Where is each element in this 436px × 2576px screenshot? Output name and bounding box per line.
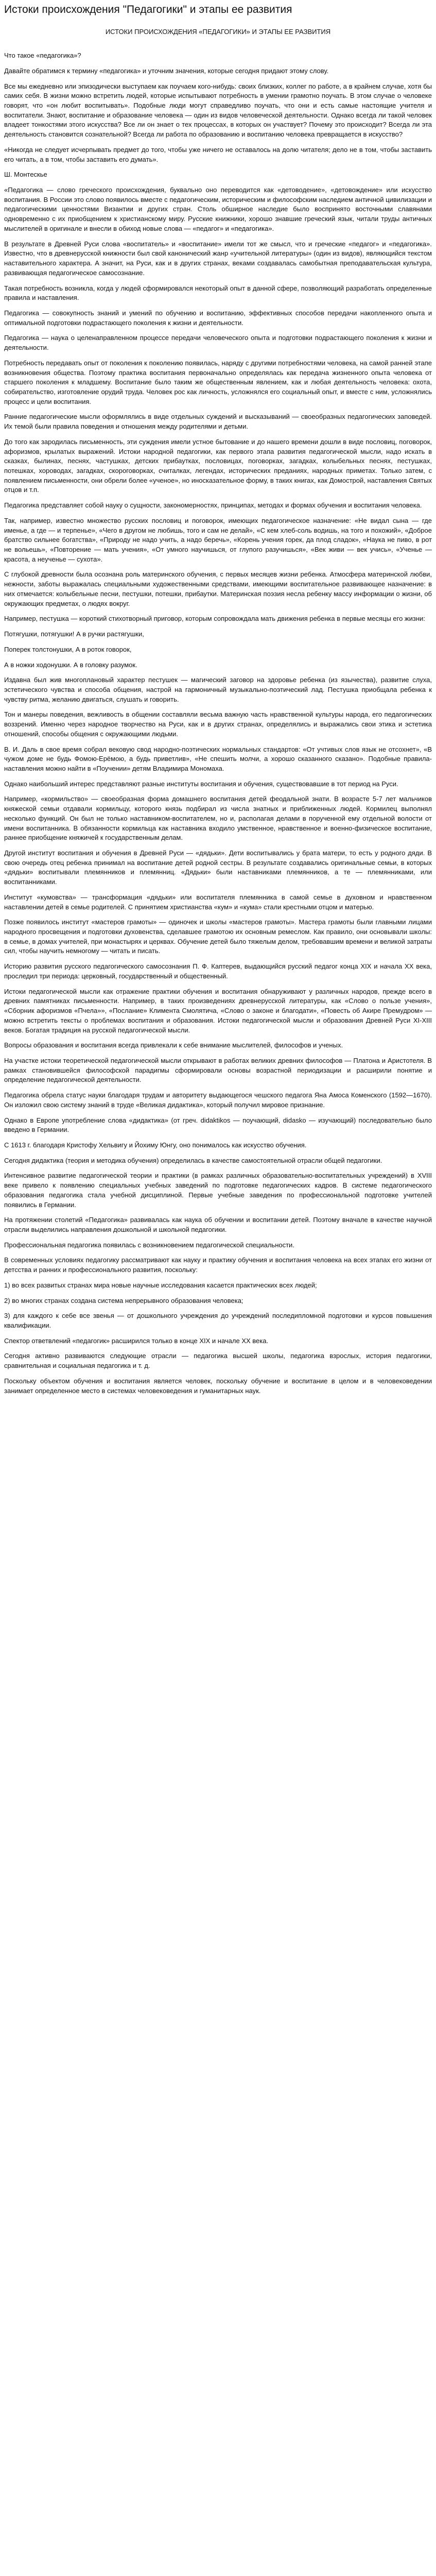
article-paragraph: Например, пестушка — короткий стихотворный приговор, которым сопровождала мать движения ребенка в первые месяцы его жизни: bbox=[4, 615, 425, 623]
article-paragraph: Потягушки, потягушки! А в ручки растягушки, bbox=[4, 630, 144, 638]
article-paragraph: В современных условиях педагогику рассматривают как науку и практику обучения и воспитания человека на всех этапах его жизни от детсства и ранних и профессионального развития, поскольку: bbox=[4, 1256, 432, 1274]
article-paragraph: Что такое «педагогика»? bbox=[4, 52, 81, 60]
article-paragraph: Спектор ответвлений «педагогик» расширился только в конце XIX и начале XX века. bbox=[4, 1336, 269, 1345]
article-paragraph: 1) во всех развитых странах мира новые научные исследования касается практических всех людей; bbox=[4, 1281, 317, 1289]
article-paragraph: С 1613 г. благодаря Кристофу Хельвигу и Йохиму Юнгу, оно понималось как искусство обучения. bbox=[4, 1141, 307, 1149]
article-paragraph: Профессиональная педагогика появилась с возникновением педагогической специальности. bbox=[4, 1241, 294, 1249]
article-paragraph: Давайте обратимся к термину «педагогика» и уточним значения, которые сегодня придают этому слову. bbox=[4, 66, 329, 75]
article-paragraph: Однако наибольший интерес представляют разные институты воспитания и обучения, существовавшие в тот период на Руси. bbox=[4, 779, 398, 788]
article-paragraph: 2) во многих странах создана система непрерывного образования человека; bbox=[4, 1296, 243, 1304]
article-paragraph: Институт «кумовства» — трансформация «дядьки» или воспитателя племянника в самой семье в духовном и нравственном наставлении детей в семье родителей. С принятием христианства «кум» и «кума» стали крестными отцом и матерью. bbox=[4, 893, 432, 911]
article-paragraph: Например, «кормильство» — своеобразная форма домашнего воспитания детей феодальной знати. В возрасте 5-7 лет мальчиков княжеской семьи отдавали кормильцу, которого князь подбирал из числа знатных и приближенных людей. Кормилец выполнял несколько функций. Он был не только наставником-воспитателем, но и, располагая делами в порученной ему отдельной волости от имени воспитанника. В обязанности кормильца как наставника входило умственное, нравственное и военно-физическое воспитание, раннее приобщение княжичей к государственным делам. bbox=[4, 795, 432, 842]
article-paragraph: А в ножки ходонушки. А в головку разумок. bbox=[4, 660, 137, 669]
article-paragraph: Вопросы образования и воспитания всегда привлекали к себе внимание мыслителей, философов и ученых. bbox=[4, 1041, 343, 1049]
article-paragraph: В. И. Даль в свое время собрал вековую свод народно-поэтических нормальных стандартов: «От учтивых слов язык не отсохнет», «В чужом доме не будь Фомою-Ерёмою, а будь приветлив», «Не спешить молчи, а хорошо сказанного сказано». Подобные правила-наставления можно найти в «Поучении» детям Владимира Мономаха. bbox=[4, 745, 432, 772]
article-paragraph: Издавна был жив многоплановый характер пестушек — магический заговор на здоровье ребенка (из язычества), развитие слуха, эстетического чувства и способа общения, настрой на гармоничный музыкально-поэтический лад. Пестушка приобщала ребенка к чувству ритма, желанию двигаться, слушать и говорить. bbox=[4, 676, 432, 703]
article-paragraph: Педагогика представляет собой науку о сущности, закономерностях, принципах, методах и формах обучения и воспитания человека. bbox=[4, 501, 422, 510]
article-paragraph: Педагогика — наука о целенаправленном процессе передачи человеческого опыта и подготовки подрастающего поколения к жизни и деятельности. bbox=[4, 334, 432, 352]
article-body bbox=[4, 51, 432, 1396]
article-paragraph: Однако в Европе употребление слова «дидактика» (от греч. didaktikos — поучающий, didasko — изучающий) последовательно было введено в Германии. bbox=[4, 1116, 432, 1134]
article-paragraph: Другой институт воспитания и обучения в Древней Руси — «дядьки». Дети воспитывались у брата матери, то есть у родного дяди. В свою очередь отец ребенка принимал на воспитание детей родной сестры. В результате создавались оригинальные семьи, в которых «дядьки» воспитывали племянников и племянниц. «Дядьки» были наставниками племянников, а те — племянниками, или воспитанниками. bbox=[4, 849, 432, 886]
article-paragraph: Так, например, известно множество русских пословиц и поговорок, имеющих педагогическое назначение: «Не видал сына — где именье, а где — и терпенье», «Чего в другом не любишь, того и сам не делай», «С кем хлеб-соль водишь, на того и похожий», «Доброе братство сильнее богатства», «Природу не надо учить, а надо беречь», «Корень учения горек, да плод сладок», «Наука не пиво, в рот не вольешь», «Повторение — мать учения», «От умного научишься, от глупого разучишься», «Век живи — век учись», «Ученье — красота, а неученье — сухота». bbox=[4, 516, 432, 563]
article-paragraph: Сегодня активно развиваются следующие отрасли — педагогика высшей школы, педагогика взрослых, история педагогики, сравнительная и социальная педагогика и т. д. bbox=[4, 1352, 432, 1370]
article-paragraph: Историю развития русского педагогического самосознания П. Ф. Каптерев, выдающийся русский педагог конца XIX и начала XX века, проследил три периода: церковный, государственный и общественный. bbox=[4, 962, 432, 980]
article-paragraph: В результате в Древней Руси слова «воспитатель» и «воспитание» имели тот же смысл, что и греческие «педагог» и «педагогика». Известно, что в древнерусской книжности был свой канонический жанр «учительной литературы» (один из видов), являющийся текстом наставительного характера. А значит, на Руси, как и в других странах, веками создавалась самобытная преподавательская культура, развивающая педагогическое самосознание. bbox=[4, 240, 432, 277]
article-paragraph: Все мы ежедневно или эпизодически выступаем как поучаем кого-нибудь: своих близких, коллег по работе, а в крайнем случае, хотя бы самих себя. В жизни можно встретить людей, которые испытывают потребность в умении грамотно поучать. В этом случае о человеке говорят, что «он любит воспитывать». Подобные люди могут справедливо поучать, что они и есть самые настоящие учителя и воспитатели. Знают, воспитание и образование человека — один из видов человеческой деятельности. Однако всегда ли такой человек владеет тонкостями этого искусства? Все ли он знает о тех процессах, в которых он участвует? Почему это происходит? Всегда ли эта деятельность становится сознательной? Всегда ли работа по образованию и воспитанию человека превращается в искусство? bbox=[4, 82, 432, 139]
article-paragraph: Ш. Монтескье bbox=[4, 171, 47, 179]
article-paragraph: Педагогика — совокупность знаний и умений по обучению и воспитанию, эффективных способов передачи накопленного опыта и оптимальной подготовки подрастающего поколения к жизни и деятельности. bbox=[4, 309, 432, 327]
article-paragraph: Поперек толстонушки, А в роток говорок, bbox=[4, 645, 132, 653]
article-paragraph: Такая потребность возникла, когда у людей сформировался некоторый опыт в данной сфере, позволяющий разработать определенные правила и наставления. bbox=[4, 284, 432, 302]
article-paragraph: Позже появилось институт «мастеров грамоты» — одиночек и школы «мастеров грамоты». Мастера грамоты были главными лицами народного просвещения и подготовки духовенства, сделавшее грамотою их основным ремеслом. Как правило, они основывали школы: в семье, в домах учителей, при монастырях и церквах. Обучение детей было тяжелым делом, требовавшим времени и великой затраты сил, чтобы научить немногому — читать и писать. bbox=[4, 918, 432, 955]
page-title: Истоки происхождения "Педагогики" и этапы ее развития bbox=[4, 4, 292, 15]
article-paragraph: Поскольку объектом обучения и воспитания является человек, поскольку обучение и воспитание в целом и в человековедении занимает определенное место в системах человековедения и гуманитарных наук. bbox=[4, 1377, 432, 1395]
article-paragraph: Ранние педагогические мысли оформлялись в виде отдельных суждений и высказываний — своеобразных педагогических заповедей. Их темой были правила поведения и отношения между родителями и детьми. bbox=[4, 413, 432, 431]
article-paragraph: Истоки педагогической мысли как отражение практики обучения и воспитания обнаруживают у различных народов, прежде всего в древних памятниках письменности. Например, в таких произведениях древнерусской литературы, как «Слово о пользе учения», «Сборник афоризмов «Пчела»», «Послание» Климента Смолятича, «Слово о законе и благодати», «Повесть об Акире Премудром» — можно встретить тексты о проблемах воспитания и образования. Истоки педагогической мысли и образования Древней Руси XI-XIII веков. Богатая традиция на русской педагогической мысли. bbox=[4, 987, 432, 1034]
article-paragraph: Тон и манеры поведения, вежливость в общении составляли весьма важную часть нравственной культуры народа, его педагогических воззрений. Именно через народное творчество на Руси, как и в других странах, определялись и выражались свои этика и эстетика отношений, способы общения с окружающими людьми. bbox=[4, 710, 432, 738]
article-paragraph: «Педагогика — слово греческого происхождения, буквально оно переводится как «детоводение», «детовождение» или искусство воспитания. В России это слово появилось вместе с педагогическим, историческим и философским наследием античной цивилизации и педагогическими ценностями Византии и других стран. Столь обширное наследие было воспринято восточными славянами одновременно с их приобщением к христианскому миру. Русские книжники, хорошо знавшие греческий язык, читали труды античных мыслителей в оригинале и внесли в обиход новые слова — «педагог» и «педагогика». bbox=[4, 186, 432, 232]
article-paragraph: Интенсивное развитие педагогической теории и практики (в рамках различных образовательно-воспитательных учреждений) в XVIII веке привело к появлению специальных учебных заведений по подготовке педагогических кадров. В системе педагогического образования педагогика стала учебной дисциплиной. Первые учебные заведения по профессиональной подготовке учителей появились в Германии. bbox=[4, 1172, 432, 1209]
article-heading: ИСТОКИ ПРОИСХОЖДЕНИЯ «ПЕДАГОГИКИ» И ЭТАПЫ ЕЕ РАЗВИТИЯ bbox=[105, 28, 331, 36]
article-paragraph: Педагогика обрела статус науки благодаря трудам и авторитету выдающегося чешского педагога Яна Амоса Коменского (1592—1670). Он изложил свою систему знаний в труде «Великая дидактика», который получил мировое признание. bbox=[4, 1091, 432, 1109]
article-paragraph: Потребность передавать опыт от поколения к поколению появилась, наряду с другими потребностями человека, на самой ранней этапе возникновения общества. Поэтому практика воспитания первоначально определялась как передача жизненного опыта человека от старшего поколения к младшему. Воспитание было таким же общественным явлением, как и любая деятельность человека: охота, собирательство, изготовление орудий труда. Человек рос как личность, усложнялся его социальный опыт, и вместе с ним, усложнялись процесс и цели воспитания. bbox=[4, 359, 432, 405]
article-paragraph: «Никогда не следует исчерпывать предмет до того, чтобы уже ничего не оставалось на долю читателя; дело не в том, чтобы заставить его читать, а в том, чтобы заставить его думать». bbox=[4, 145, 432, 163]
article-paragraph: С глубокой древности была осознана роль материнского обучения, с первых месяцев жизни ребенка. Атмосфера материнской любви, нежности, заботы выражалась специальными художественными средствами, имеющими воспитательное развивающее назначение: в них отмечается: колыбельные песни, пестушки, потешки, прибаутки. Материнская поэзия несла ребенку массу информации о жизни, об окружающих предметах, о людях вокруг. bbox=[4, 570, 432, 607]
article-paragraph: До того как зародилась письменность, эти суждения имели устное бытование и до нашего времени дошли в виде пословиц, поговорок, афоризмов, крылатых выражений. Истоки народной педагогики, как первого этапа развития педагогической мысли, надо искать в сказках, былинах, песнях, частушках, детских прибаутках, пословицах, поговорках, загадках, колыбельных песнях, пестушках, потешках, хороводах, загадках, скороговорках, считалках, легендах, исторических преданиях, народных приметах. Только затем, с появлением письменности, они обрели более «ученое», но иносказательное форму, в таких книгах, как Домострой, наставления Святых отцов и т.п. bbox=[4, 437, 432, 494]
article-paragraph: Сегодня дидактика (теория и методика обучения) определилась в качестве самостоятельной отрасли общей педагогики. bbox=[4, 1156, 382, 1164]
article-paragraph: На участке истоки теоретической педагогической мысли открывают в работах великих древних философов — Платона и Аристотеля. В рамках становившейся философской парадигмы сформировали основы возрастной периодизации и расширили понятие и определение педагогической деятельности. bbox=[4, 1056, 432, 1084]
article-paragraph: 3) для каждого к себе все звенья — от дошкольного учреждения до учреждений последипломной подготовки и курсов повышения квалификации. bbox=[4, 1312, 432, 1330]
article-paragraph: На протяжении столетий «Педагогика» развивалась как наука об обучении и воспитании детей. Поэтому вначале в качестве научной отрасли выделились направления дошкольной и школьной педагогики. bbox=[4, 1216, 432, 1234]
